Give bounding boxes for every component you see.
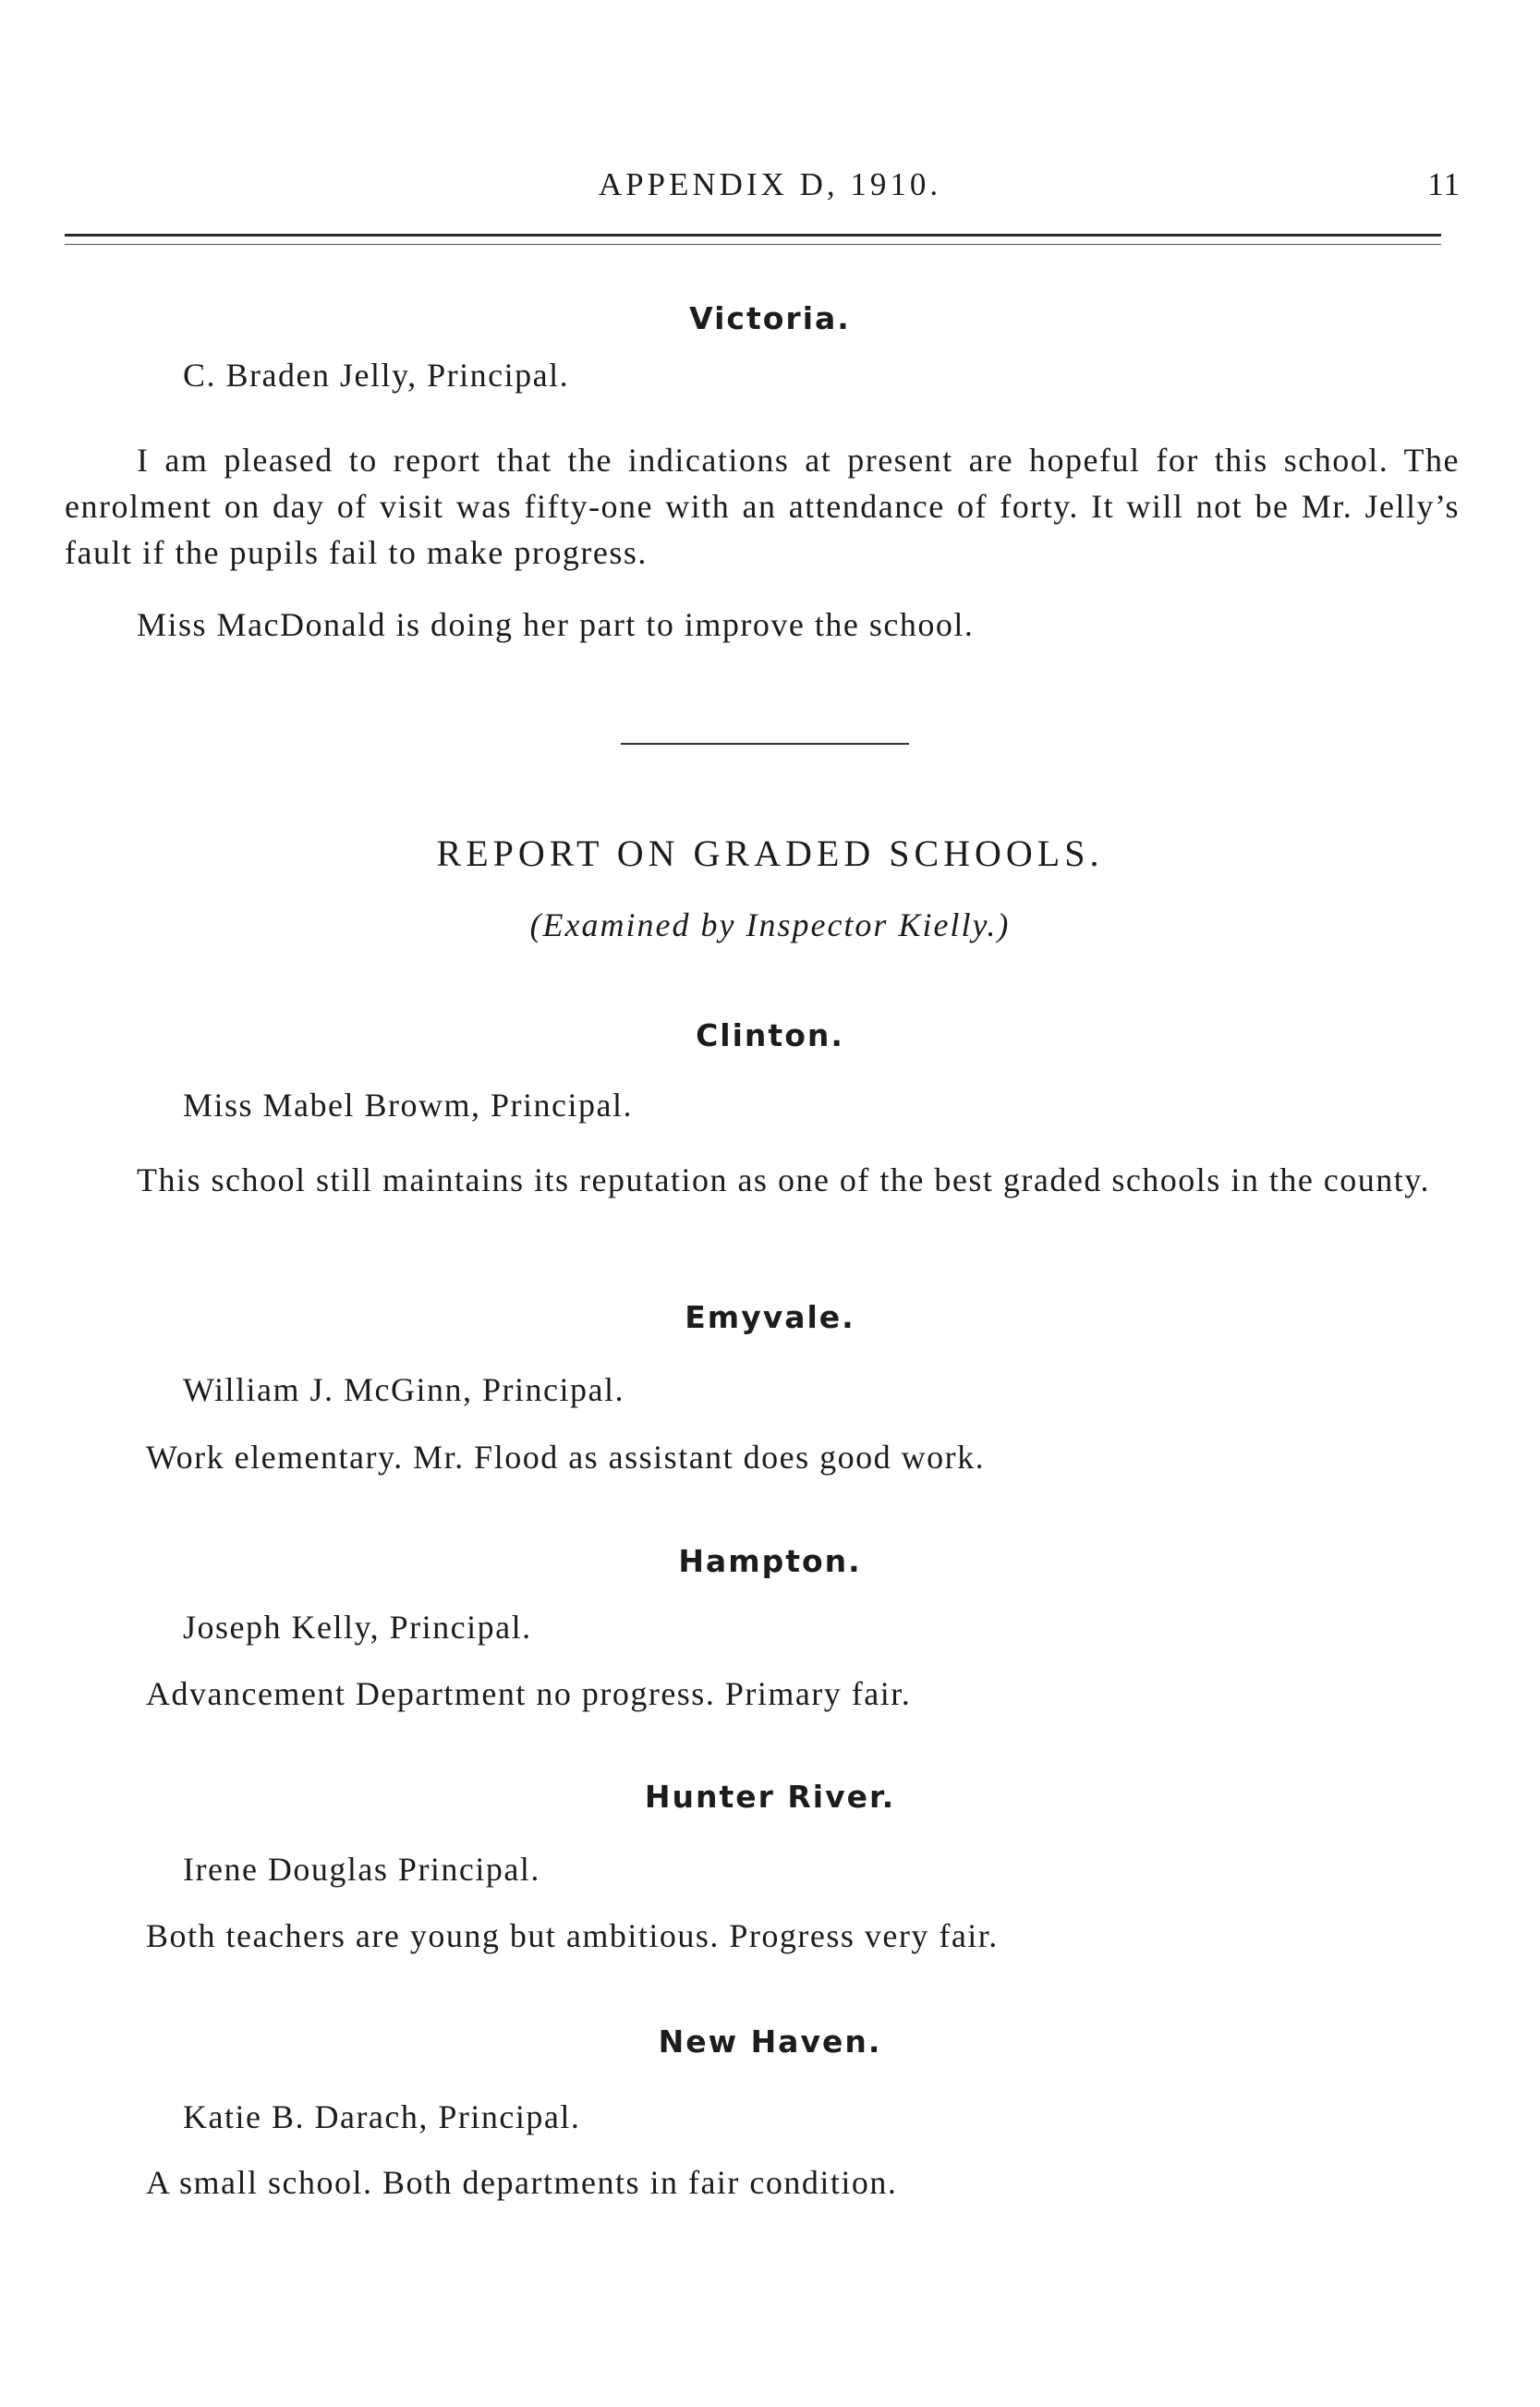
report-subtitle: (Examined by Inspector Kielly.) — [529, 906, 1011, 943]
principal-emyvale: William J. McGinn, Principal. — [183, 1371, 624, 1408]
remark-clinton: This school still maintains its reputation as one of the best graded schools in the county. — [137, 1161, 1430, 1198]
principal-hunter-river: Irene Douglas Principal. — [183, 1851, 540, 1888]
school-heading-hampton: Hampton. — [678, 1543, 862, 1579]
remark-hunter-river: Both teachers are young but ambitious. Progress very fair. — [146, 1917, 999, 1954]
school-heading-clinton: Clinton. — [696, 1017, 844, 1053]
principal-new-haven: Katie B. Darach, Principal. — [183, 2098, 581, 2135]
school-heading-victoria: Victoria. — [689, 300, 851, 336]
running-head — [0, 166, 1540, 211]
section-divider — [621, 743, 909, 745]
page-number: 11 — [1427, 166, 1461, 202]
remark-hampton: Advancement Department no progress. Primary fair. — [146, 1675, 912, 1712]
school-heading-emyvale: Emyvale. — [685, 1299, 855, 1335]
report-title: REPORT ON GRADED SCHOOLS. — [436, 833, 1104, 874]
principal-hampton: Joseph Kelly, Principal. — [183, 1609, 532, 1646]
remark-emyvale: Work elementary. Mr. Flood as assistant does good work. — [146, 1439, 986, 1476]
principal-victoria: C. Braden Jelly, Principal. — [183, 357, 570, 394]
school-heading-new-haven: New Haven. — [658, 2024, 882, 2060]
victoria-assistant-paragraph: Miss MacDonald is doing her part to improve the school. — [137, 606, 975, 643]
school-heading-hunter-river: Hunter River. — [644, 1779, 896, 1815]
principal-clinton: Miss Mabel Browm, Principal. — [183, 1087, 633, 1124]
victoria-report-paragraph: I am pleased to report that the indications at present are hopeful for this school. The enrolment on day of visit was fifty-one with an attendance of forty. It will not be Mr. Jelly’s fault if the pupils fail to make progress. — [65, 442, 1460, 571]
running-title: APPENDIX D, 1910. — [598, 166, 942, 202]
header-rule — [65, 234, 1441, 245]
remark-new-haven: A small school. Both departments in fair condition. — [146, 2164, 898, 2201]
